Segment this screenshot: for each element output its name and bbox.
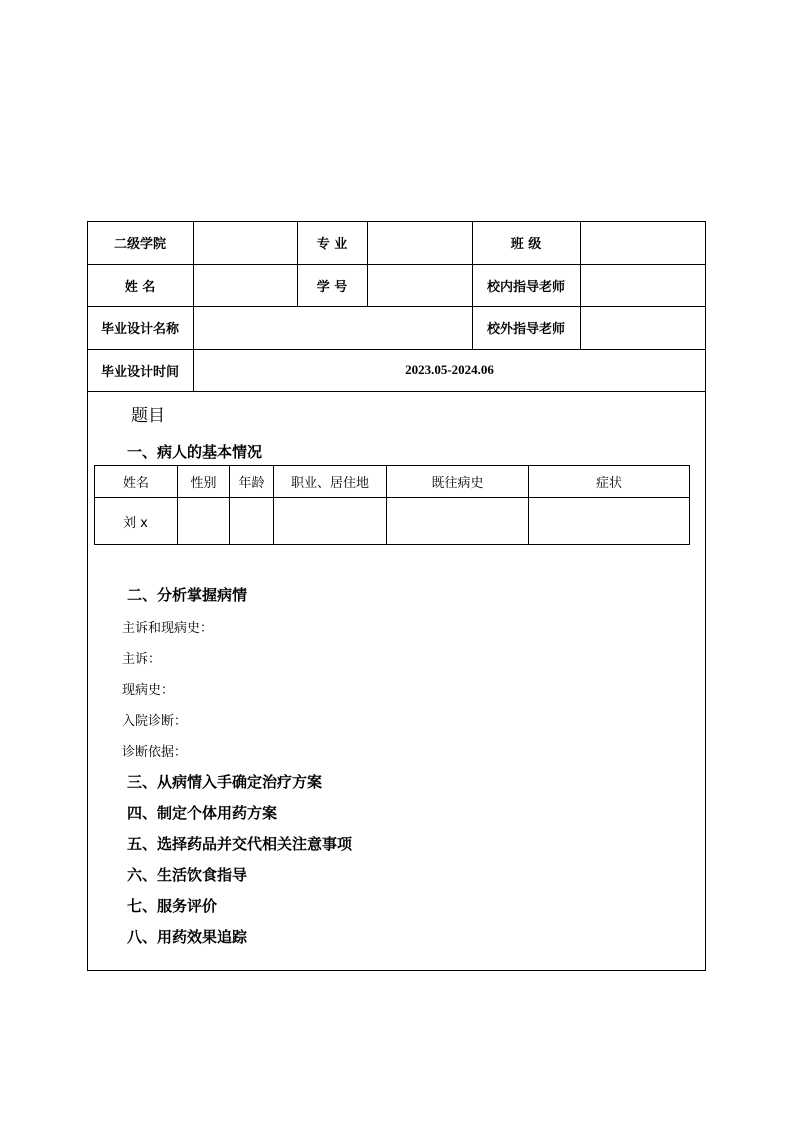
header-sex: 性别 bbox=[178, 466, 230, 498]
section-service-evaluation: 七、服务评价 bbox=[127, 897, 218, 915]
section-analysis: 二、分析掌握病情 bbox=[127, 586, 248, 604]
section-treatment-plan: 三、从病情入手确定治疗方案 bbox=[127, 773, 323, 791]
cell-sex[interactable] bbox=[178, 498, 230, 545]
header-symptoms: 症状 bbox=[529, 466, 690, 498]
header-age: 年龄 bbox=[230, 466, 274, 498]
section-diet-guidance: 六、生活饮食指导 bbox=[127, 866, 248, 884]
major-label: 专 业 bbox=[316, 237, 348, 252]
patient-table bbox=[94, 465, 690, 545]
section-drug-selection: 五、选择药品并交代相关注意事项 bbox=[127, 835, 353, 853]
class-label: 班 级 bbox=[510, 237, 542, 252]
cell-name[interactable]: 刘 x bbox=[95, 498, 178, 545]
cell-occupation-residence[interactable] bbox=[274, 498, 387, 545]
section-basic-info: 一、病人的基本情况 bbox=[127, 443, 263, 461]
design-time-value: 2023.05-2024.06 bbox=[405, 362, 494, 377]
major-field[interactable] bbox=[367, 221, 472, 264]
student-id-field[interactable] bbox=[367, 264, 472, 306]
design-time-label: 毕业设计时间 bbox=[100, 364, 179, 380]
chief-complaint: 主诉： bbox=[122, 652, 162, 667]
design-name-label: 毕业设计名称 bbox=[100, 322, 179, 337]
internal-advisor-label: 校内指导老师 bbox=[486, 279, 565, 295]
table-row bbox=[95, 498, 690, 545]
header-occupation-residence: 职业、居住地 bbox=[274, 466, 387, 498]
header-name: 姓名 bbox=[95, 466, 178, 498]
diagnosis-basis: 诊断依据： bbox=[122, 745, 188, 760]
cell-medical-history[interactable] bbox=[387, 498, 529, 545]
header-medical-history: 既往病史 bbox=[387, 466, 529, 498]
section-medication-plan: 四、制定个体用药方案 bbox=[127, 804, 278, 822]
present-illness: 现病史： bbox=[122, 683, 175, 698]
college-label: 二级学院 bbox=[113, 237, 166, 252]
row-divider bbox=[87, 391, 706, 392]
section-effect-tracking: 八、用药效果追踪 bbox=[127, 928, 248, 946]
college-field[interactable] bbox=[193, 221, 297, 264]
cell-symptoms[interactable] bbox=[529, 498, 690, 545]
student-id-label: 学 号 bbox=[316, 279, 348, 295]
patient-table-header bbox=[95, 466, 690, 498]
external-advisor-field[interactable] bbox=[580, 306, 706, 349]
design-name-field[interactable] bbox=[193, 306, 472, 349]
name-label: 姓 名 bbox=[124, 279, 156, 295]
external-advisor-label: 校外指导老师 bbox=[486, 322, 565, 337]
internal-advisor-field[interactable] bbox=[580, 264, 706, 306]
admission-diagnosis: 入院诊断： bbox=[122, 714, 188, 729]
name-field[interactable] bbox=[193, 264, 297, 306]
topic-title: 题目 bbox=[131, 406, 165, 426]
cell-age[interactable] bbox=[230, 498, 274, 545]
chief-complaint-history: 主诉和现病史： bbox=[122, 621, 214, 636]
class-field[interactable] bbox=[580, 221, 706, 264]
